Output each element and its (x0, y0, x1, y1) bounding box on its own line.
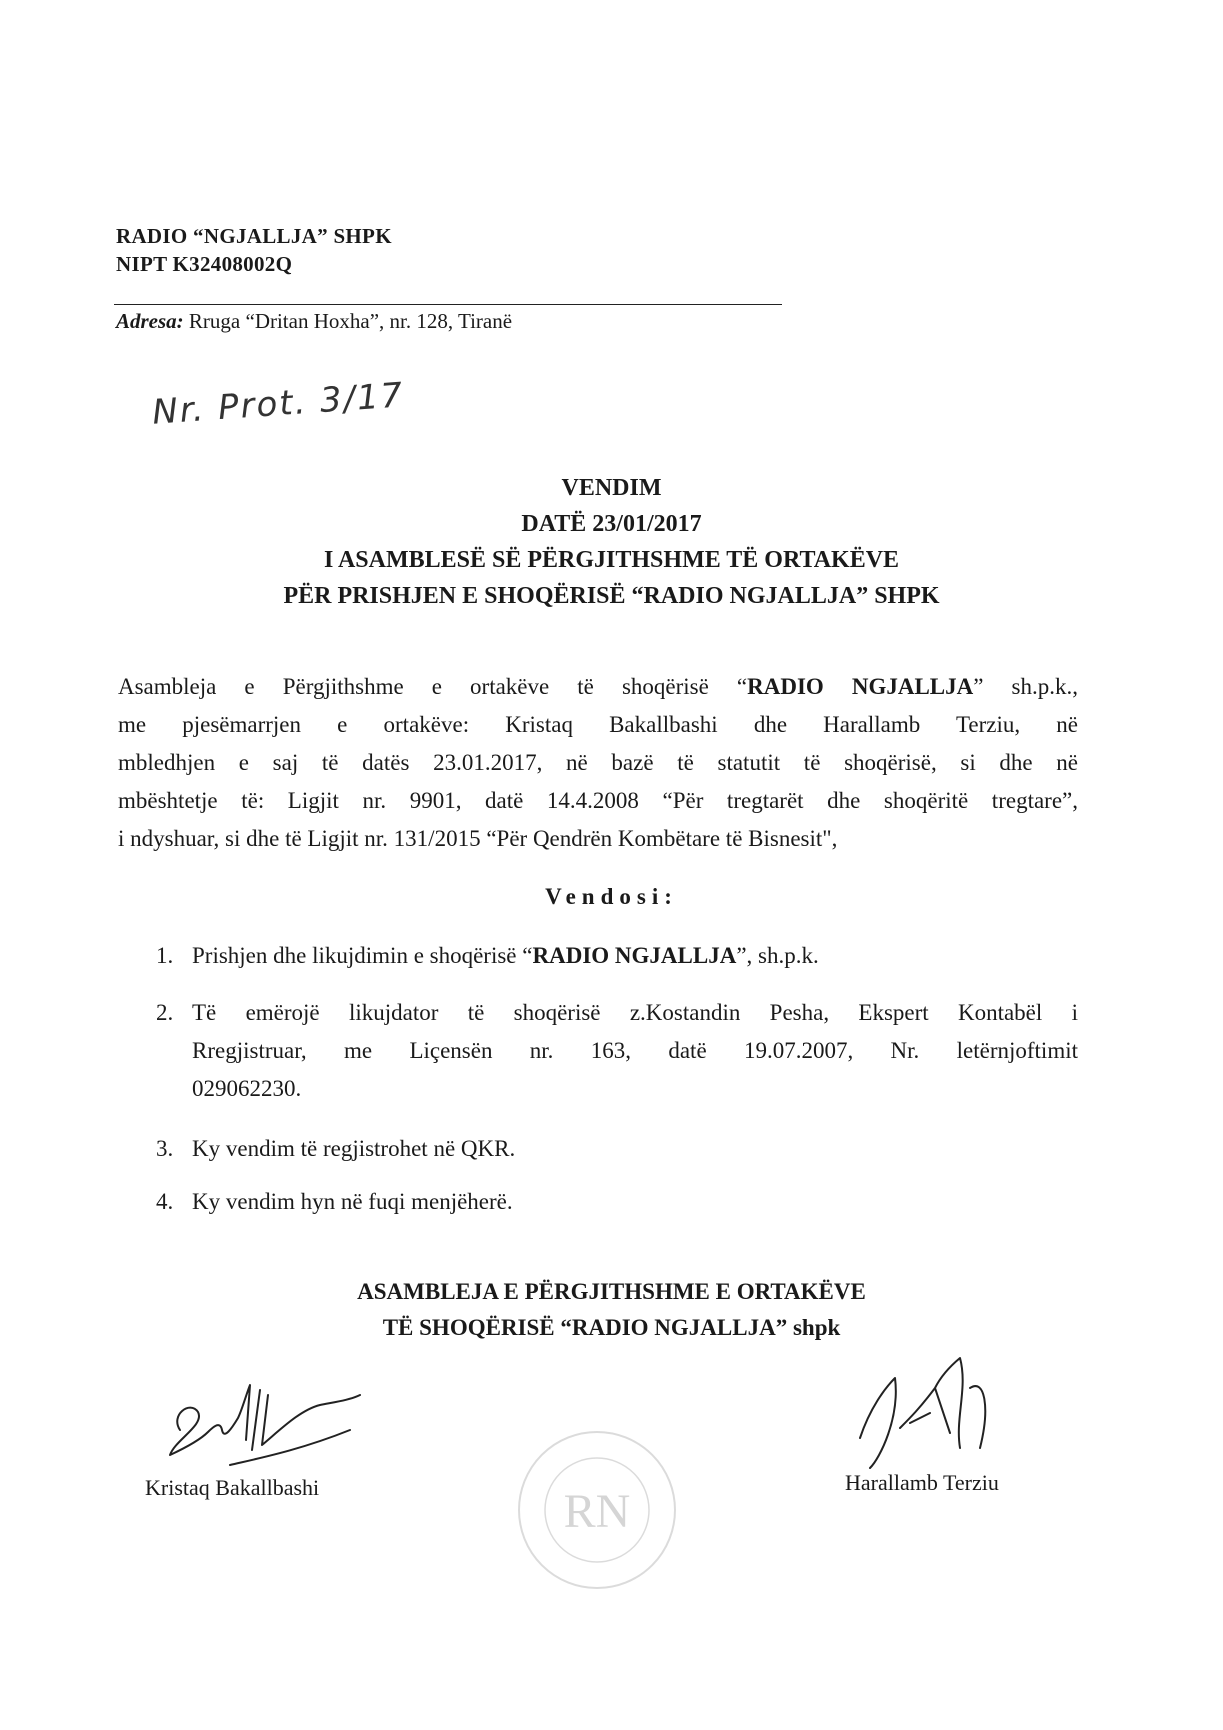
address-value: Rruga “Dritan Hoxha”, nr. 128, Tiranë (188, 309, 513, 333)
signature-heading-line-1: ASAMBLEJA E PËRGJITHSHME E ORTAKËVE (357, 1279, 866, 1304)
item-text (192, 1130, 1078, 1168)
item-number: 3. (156, 1136, 174, 1161)
decision-item (156, 994, 1078, 1114)
address-label: Adresa: (116, 309, 184, 333)
signature-right-scribble (840, 1348, 1010, 1488)
item-2-line-1: Të emërojë likujdator të shoqërisë z.Kostandin Pesha, Ekspert Kontabël i (192, 1000, 1078, 1025)
item-number: 2. (156, 1000, 174, 1025)
item-number: 4. (156, 1189, 174, 1214)
decision-heading: Vendosi: (545, 884, 678, 909)
title-line-2: DATË 23/01/2017 (521, 511, 702, 537)
item-1-text-b: RADIO NGJALLJA (532, 943, 737, 968)
signature-heading (0, 1274, 1223, 1346)
item-1-text-c: ”, sh.p.k. (736, 943, 819, 968)
body-line-5: i ndyshuar, si dhe të Ligjit nr. 131/2015 “Për Qendrën Kombëtare të Bisnesit", (118, 826, 838, 851)
item-2-line-2: Rregjistruar, me Liçensën nr. 163, datë 19.07.2007, Nr. letërnjoftimit (192, 1038, 1078, 1063)
title-line-4: PËR PRISHJEN E SHOQËRISË “RADIO NGJALLJA” SHPK (283, 583, 940, 609)
item-number: 1. (156, 943, 174, 968)
decision-item (156, 937, 1078, 977)
body-line-2: me pjesëmarrjen e ortakëve: Kristaq Bakallbashi dhe Harallamb Terziu, në (118, 712, 1078, 737)
body-line-1-c: ” sh.p.k., (973, 674, 1078, 699)
item-4-line-1: Ky vendim hyn në fuqi menjëherë. (192, 1189, 513, 1214)
item-text (192, 937, 1078, 975)
header-divider (114, 304, 782, 305)
body-line-3: mbledhjen e saj të datës 23.01.2017, në bazë të statutit të shoqërisë, si dhe në (118, 750, 1078, 775)
company-name: RADIO “NGJALLJA” SHPK (116, 224, 392, 248)
item-text (192, 994, 1078, 1108)
body-line-4: mbështetje të: Ligjit nr. 9901, datë 14.4.2008 “Për tregtarët dhe shoqëritë tregtare”, (118, 788, 1078, 813)
signer-left-name: Kristaq Bakallbashi (145, 1475, 320, 1500)
protocol-number-handwritten: Nr. Prot. 3/17 (150, 375, 406, 433)
body-line-1-b: RADIO NGJALLJA (747, 674, 974, 699)
body-line-1-a: Asambleja e Përgjithshme e ortakëve të shoqërisë “ (118, 674, 748, 699)
item-2-line-3: 029062230. (192, 1076, 302, 1101)
decision-item (156, 1183, 1078, 1223)
item-1-text-a: Prishjen dhe likujdimin e shoqërisë “ (192, 943, 533, 968)
company-nipt: NIPT K32408002Q (116, 252, 293, 276)
stamp-monogram: RN (563, 1485, 631, 1538)
item-3-line-1: Ky vendim të regjistrohet në QKR. (192, 1136, 516, 1161)
body-paragraph (118, 668, 1078, 858)
document-title (0, 470, 1223, 614)
company-stamp (512, 1425, 682, 1595)
decision-item (156, 1130, 1078, 1170)
company-address (116, 309, 512, 334)
item-text (192, 1183, 1078, 1221)
body-line-1 (118, 668, 1078, 706)
company-header (116, 222, 392, 278)
signer-right-name: Harallamb Terziu (845, 1470, 999, 1495)
title-line-3: I ASAMBLESË SË PËRGJITHSHME TË ORTAKËVE (323, 547, 900, 573)
signature-heading-line-2: TË SHOQËRISË “RADIO NGJALLJA” shpk (382, 1315, 841, 1340)
signature-left-scribble (150, 1370, 380, 1480)
title-line-1: VENDIM (561, 475, 662, 501)
